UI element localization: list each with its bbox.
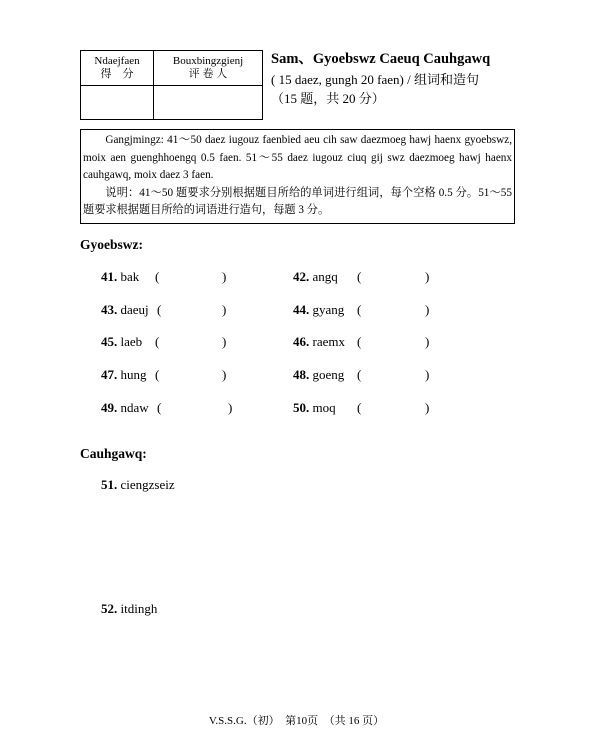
question-word: itdingh xyxy=(120,601,158,616)
answer-blank-50-open[interactable]: ( xyxy=(357,400,362,415)
answer-blank-41-close: ) xyxy=(222,269,227,284)
answer-blank-44-open[interactable]: ( xyxy=(357,302,362,317)
question-number: 51. xyxy=(101,477,118,492)
question-43 xyxy=(101,302,149,318)
instructions-chinese: 说明：41～50 题要求分别根据题目所给的单词进行组词，每个空格 0.5 分。51～55 题要求根据题目所给的词语进行造句，每题 3 分。 xyxy=(83,186,512,217)
answer-area-51[interactable] xyxy=(101,498,511,588)
question-number: 46. xyxy=(293,334,310,349)
answer-blank-49-open[interactable]: ( xyxy=(157,400,162,415)
score-header-zhuang: Ndaejfaen xyxy=(94,55,140,67)
gyoebswz-label: Gyoebswz: xyxy=(80,237,143,252)
question-41 xyxy=(101,269,139,285)
answer-area-52[interactable] xyxy=(101,622,511,702)
answer-blank-45-open[interactable]: ( xyxy=(155,334,160,349)
cauhgawq-label: Cauhgawq: xyxy=(80,446,147,461)
grader-header xyxy=(154,51,263,86)
answer-blank-47-close: ) xyxy=(222,367,227,382)
answer-blank-42-open[interactable]: ( xyxy=(357,269,362,284)
score-header-chinese: 得 分 xyxy=(100,68,134,80)
score-table xyxy=(80,50,263,120)
score-cell[interactable] xyxy=(81,86,154,120)
question-word: ciengzseiz xyxy=(120,477,175,492)
question-number: 49. xyxy=(101,400,118,415)
question-number: 42. xyxy=(293,269,310,284)
question-word: raemx xyxy=(312,334,345,349)
page-footer: V.S.S.G.（初） 第10页 （共 16 页） xyxy=(208,715,385,727)
answer-blank-46-open[interactable]: ( xyxy=(357,334,362,349)
question-49 xyxy=(101,400,149,416)
grader-header-chinese: 评 卷 人 xyxy=(188,68,228,80)
section-subtitle-chinese: （15 题，共 20 分） xyxy=(271,91,385,106)
grader-header-zhuang: Bouxbingzgienj xyxy=(172,55,244,67)
question-47 xyxy=(101,367,147,383)
question-word: gyang xyxy=(312,302,345,317)
question-number: 50. xyxy=(293,400,310,415)
question-number: 44. xyxy=(293,302,310,317)
question-word: goeng xyxy=(312,367,345,382)
answer-blank-47-open[interactable]: ( xyxy=(155,367,160,382)
question-word: moq xyxy=(312,400,336,415)
question-number: 48. xyxy=(293,367,310,382)
question-word: ndaw xyxy=(120,400,149,415)
question-45 xyxy=(101,334,142,350)
question-number: 47. xyxy=(101,367,118,382)
question-52 xyxy=(101,601,157,617)
answer-blank-44-close: ) xyxy=(425,302,430,317)
instructions-box xyxy=(80,129,515,224)
question-word: hung xyxy=(120,367,147,382)
question-word: daeuj xyxy=(120,302,149,317)
question-word: laeb xyxy=(120,334,143,349)
grader-cell[interactable] xyxy=(154,86,263,120)
answer-blank-49-close: ) xyxy=(228,400,233,415)
question-50 xyxy=(293,400,336,416)
answer-blank-50-close: ) xyxy=(425,400,430,415)
answer-blank-48-close: ) xyxy=(425,367,430,382)
question-word: bak xyxy=(120,269,140,284)
question-48 xyxy=(293,367,344,383)
answer-blank-43-open[interactable]: ( xyxy=(157,302,162,317)
answer-blank-42-close: ) xyxy=(425,269,430,284)
answer-blank-41-open[interactable]: ( xyxy=(155,269,160,284)
question-44 xyxy=(293,302,344,318)
question-word: angq xyxy=(312,269,338,284)
question-number: 43. xyxy=(101,302,118,317)
answer-blank-46-close: ) xyxy=(425,334,430,349)
section-title: Sam、Gyoebswz Caeuq Cauhgawq xyxy=(271,51,491,67)
question-number: 52. xyxy=(101,601,118,616)
answer-blank-43-close: ) xyxy=(222,302,227,317)
section-subtitle: ( 15 daez, gungh 20 faen) / 组词和造句 xyxy=(271,72,479,87)
question-46 xyxy=(293,334,345,350)
question-51 xyxy=(101,477,175,493)
question-number: 41. xyxy=(101,269,118,284)
question-42 xyxy=(293,269,338,285)
instructions-zhuang: Gangjmingz: 41～50 daez iugouz faenbied aeu cih saw daezmoeg hawj haenx gyoebswz, moix aen guenghhoengq 0.5 faen. 51～55 daez iugouz ciuq gij swz daezmoeg hawj haenx cauhgawq, moix daez 3 faen. xyxy=(83,134,512,182)
question-number: 45. xyxy=(101,334,118,349)
answer-blank-48-open[interactable]: ( xyxy=(357,367,362,382)
answer-blank-45-close: ) xyxy=(222,334,227,349)
score-header xyxy=(81,51,154,86)
